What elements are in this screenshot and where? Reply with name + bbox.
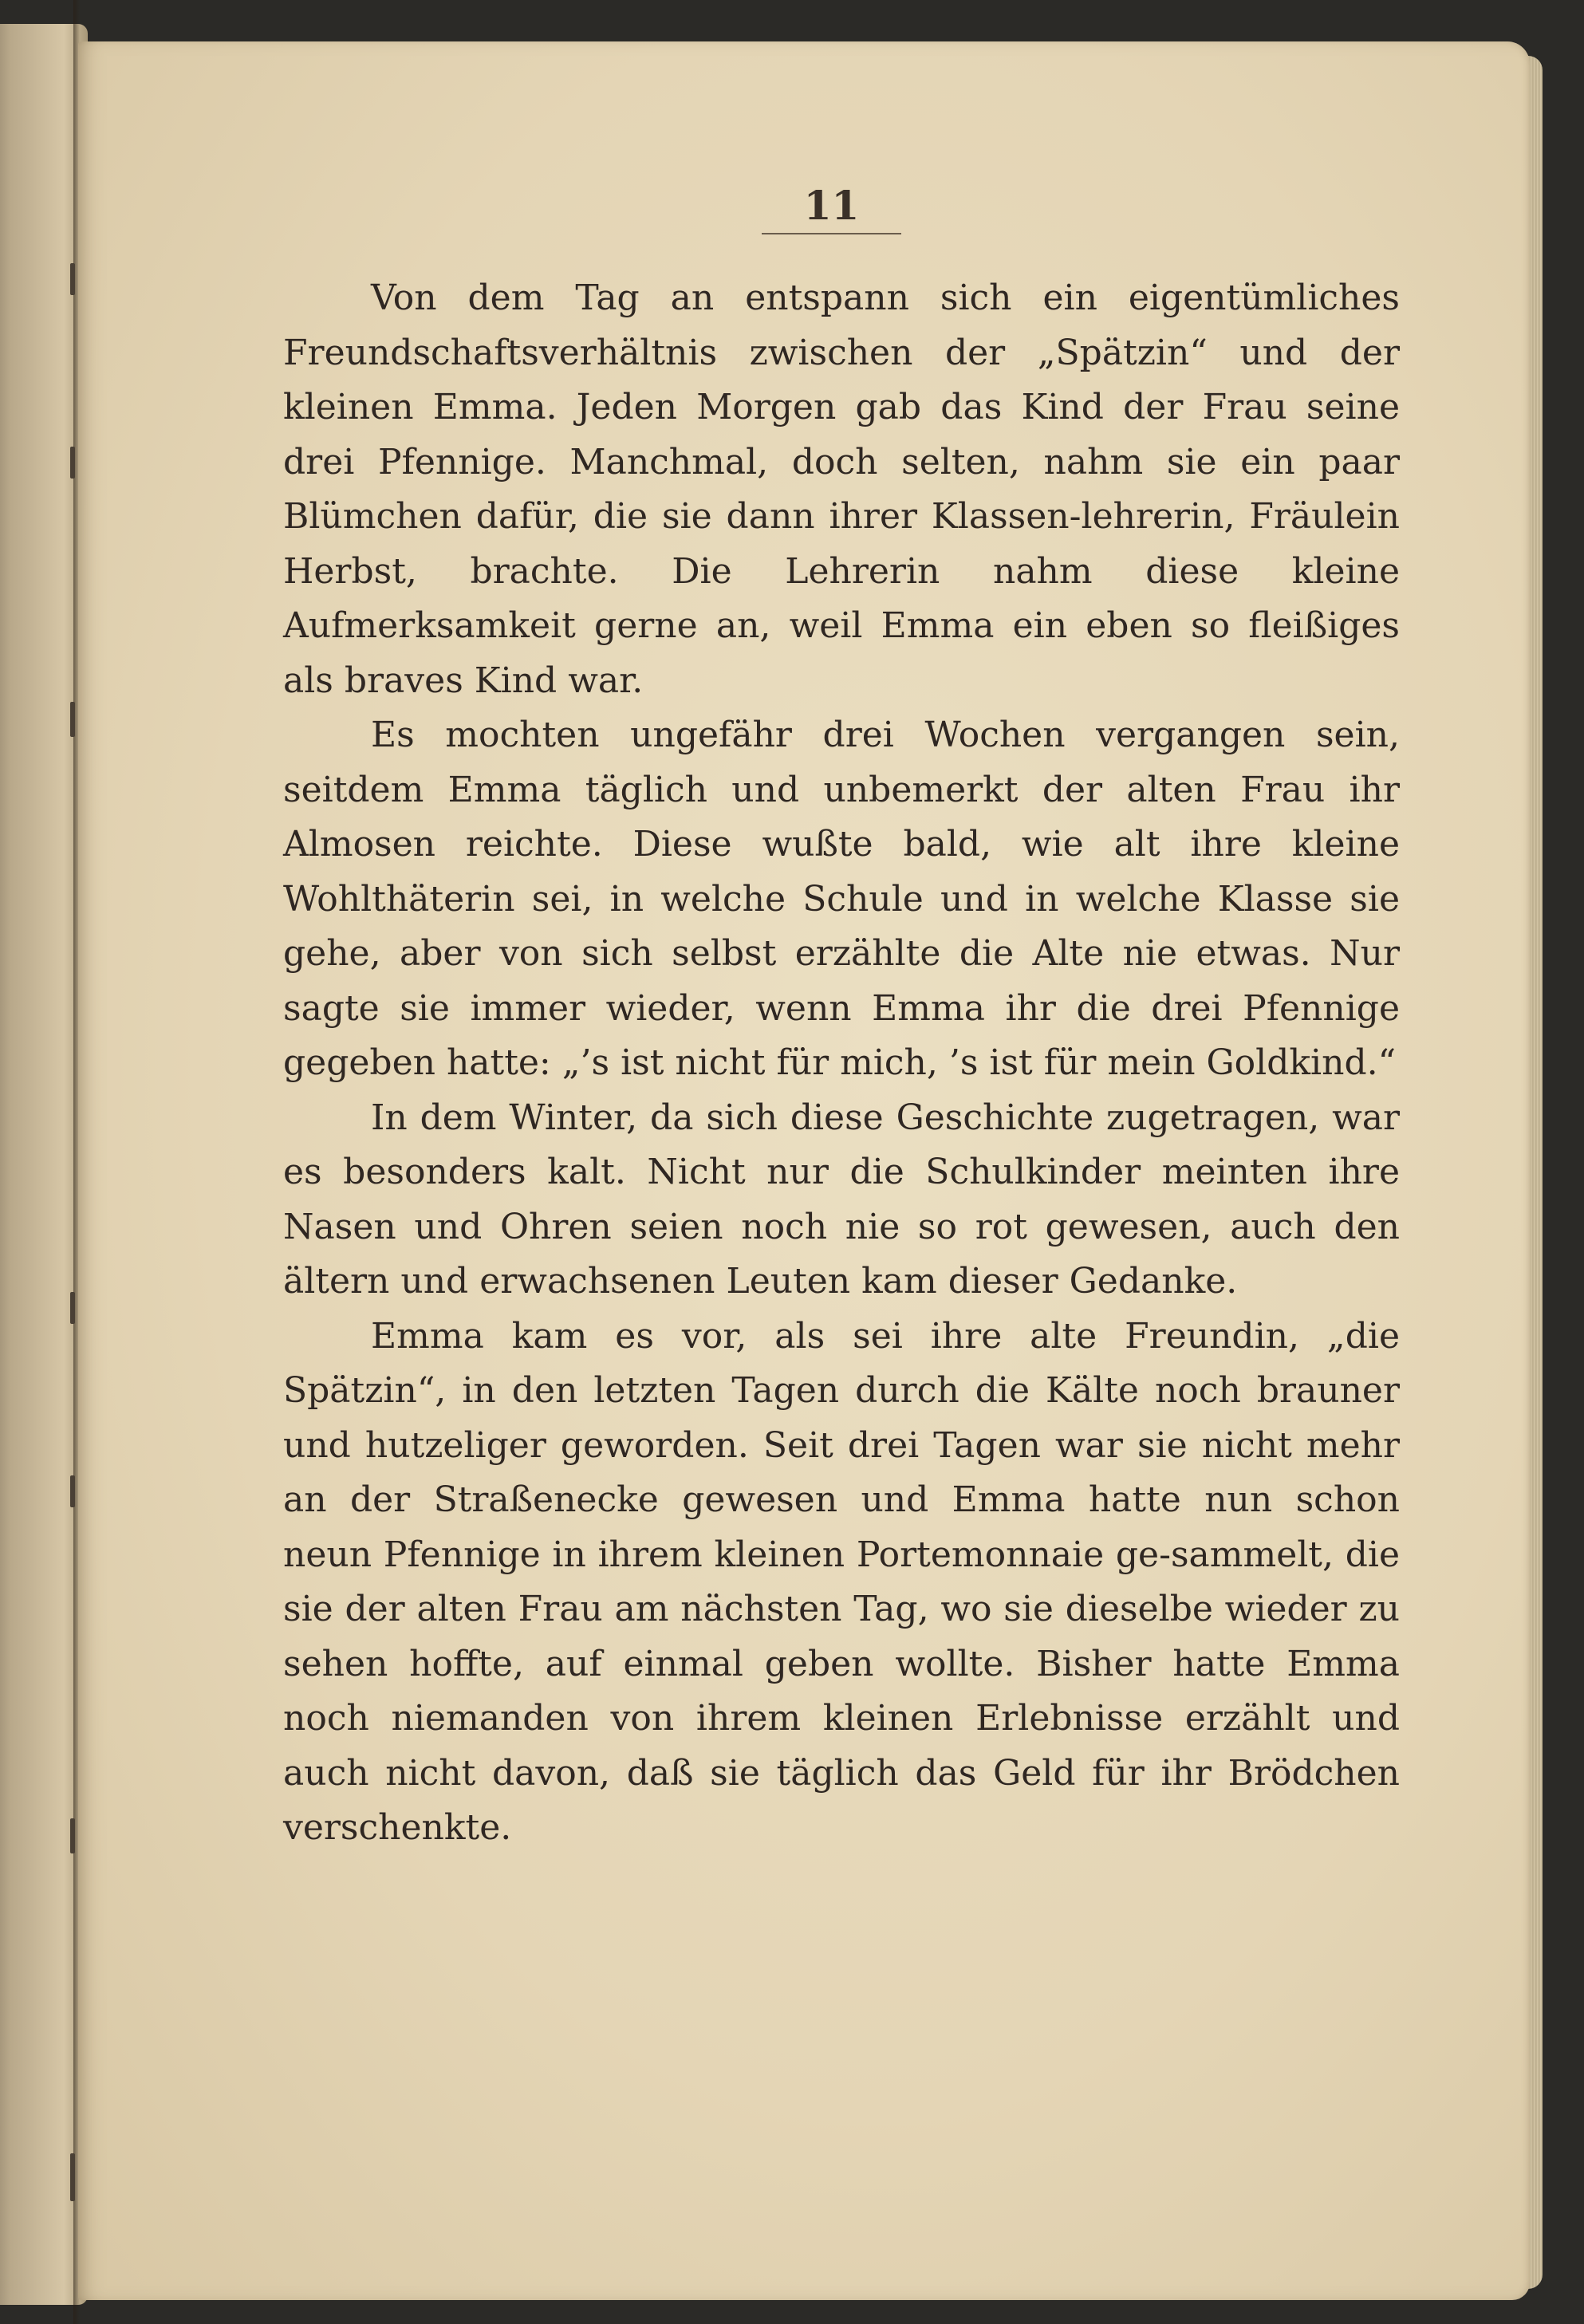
page-stack-edge bbox=[1528, 56, 1543, 2289]
page-number: 11 bbox=[803, 182, 860, 229]
paragraph: In dem Winter, da sich diese Geschichte zugetragen, war es besonders kalt. Nicht nur die Schulkinder meinten ihre Nasen und Ohren seien noch nie so rot gewesen, auch den ältern und erwachsenen Leuten kam dieser Gedanke. bbox=[283, 1097, 1400, 1302]
paragraph: Es mochten ungefähr drei Wochen vergangen sein, seitdem Emma täglich und unbemerkt der alten Frau ihr Almosen reichte. Diese wußte bald, wie alt ihre kleine Wohlthäterin sei, in welche Schule und in welche Klasse sie gehe, aber von sich selbst erzählte die Alte nie etwas. Nur sagte sie immer wieder, wenn Emma ihr die drei Pfennige gegeben hatte: „’s ist nicht für mich, ’s ist für mein Goldkind.“ bbox=[283, 715, 1400, 1083]
binding-mark bbox=[70, 1475, 75, 1507]
paragraph: Emma kam es vor, als sei ihre alte Freundin, „die Spätzin“, in den letzten Tagen durch die Kälte noch brauner und hutzeliger geworden. Seit drei Tagen war sie nicht mehr an der Straßenecke gewesen und Emma hatte nun schon neun Pfennige in ihrem kleinen Portemonnaie ge-sammelt, die sie der alten Frau am nächsten Tag, wo sie dieselbe wieder zu sehen hoffte, auf einmal geben wollte. Bisher hatte Emma noch niemanden von ihrem kleinen Erlebnisse erzählt und auch nicht davon, daß sie täglich das Geld für ihr Brödchen verschenkte. bbox=[283, 1315, 1400, 1848]
paragraph: Von dem Tag an entspann sich ein eigentümliches Freundschaftsverhältnis zwischen der „Spätzin“ und der kleinen Emma. Jeden Morgen gab das Kind der Frau seine drei Pfennige. Manchmal, doch selten, nahm sie ein paar Blümchen dafür, die sie dann ihrer Klassen-lehrerin, Fräulein Herbst, brachte. Die Lehrerin nahm diese kleine Aufmerksamkeit gerne an, weil Emma ein eben so fleißiges als braves Kind war. bbox=[283, 278, 1400, 701]
binding-mark bbox=[70, 447, 75, 479]
binding-mark bbox=[70, 1818, 75, 1853]
binding-mark bbox=[70, 2153, 75, 2201]
body-text bbox=[283, 271, 1400, 1856]
page-number-rule bbox=[762, 233, 901, 234]
binding-mark bbox=[70, 702, 75, 737]
binding-mark bbox=[70, 263, 75, 295]
binding-mark bbox=[70, 1292, 75, 1324]
